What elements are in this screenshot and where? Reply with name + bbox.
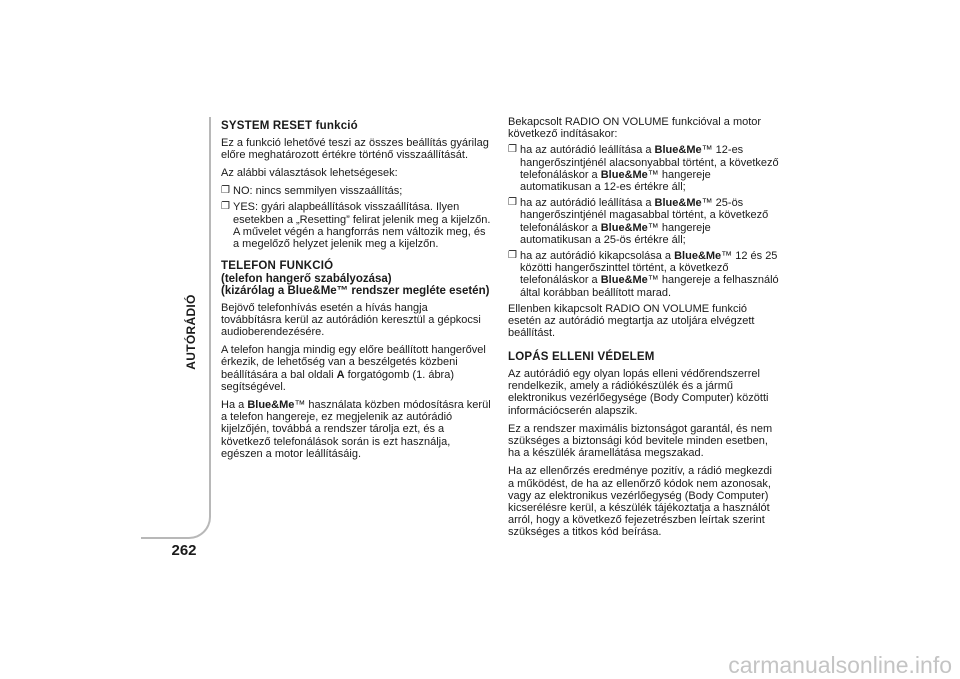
checkbox-bullet-icon: ❐: [221, 201, 230, 213]
list-item: [508, 197, 780, 246]
knob-label: A: [336, 368, 345, 381]
list-item: [508, 144, 780, 193]
list-item-text: ™ 25-ös hangerőszintjénél magasabbal történt, a következő telefonáláskor a: [520, 197, 769, 234]
telefon-subtitle-2: (kizárólag a Blue&Me™ rendszer megléte esetén): [221, 285, 490, 298]
list-item-text: ha az autórádió leállítása a: [520, 197, 652, 210]
checkbox-bullet-icon: ❐: [508, 197, 517, 209]
list-item-text: ha az autórádió kikapcsolása a: [520, 250, 672, 263]
telefon-paragraph-1: Bejövő telefonhívás esetén a hívás hangja továbbításra kerül az autórádión keresztül a gépkocsi audioberendezésére.: [221, 301, 481, 339]
page-number: 262: [171, 542, 197, 559]
telefon-heading: [221, 260, 491, 298]
list-item: [508, 250, 780, 299]
telefon-paragraph-2-text: A telefon hangja mindig egy előre beállított hangerővel érkezik, de lehetőség van a beszélgetés közbeni beállítására a bal oldali: [221, 344, 486, 381]
blue-me-brand: Blue&Me: [600, 168, 648, 181]
list-item-text: NO: nincs semmilyen visszaállítás;: [233, 185, 403, 198]
telefon-paragraph-3: [221, 399, 491, 460]
radio-on-volume-intro: Bekapcsolt RADIO ON VOLUME funkcióval a motor következő indításakor:: [508, 116, 762, 141]
telefon-title: TELEFON FUNKCIÓ: [221, 260, 334, 273]
blue-me-brand: Blue&Me: [674, 250, 722, 263]
left-column: [221, 116, 491, 466]
list-item-text: YES: gyári alapbeállítások visszaállítása. Ilyen esetekben a „Resetting” felirat jelenik meg a kijelzőn. A művelet végén a hangforrás nem változik meg, és a megelőző helyzet jelenik meg a kijelzőn.: [233, 201, 491, 250]
telefon-subtitle-1: (telefon hangerő szabályozása): [221, 272, 392, 285]
checkbox-bullet-icon: ❐: [508, 144, 517, 156]
list-item-text: ™ 12-es hangerőszintjénél alacsonyabbal történt, a következő telefonáláskor a: [520, 144, 779, 181]
lopas-heading: LOPÁS ELLENI VÉDELEM: [508, 351, 655, 364]
system-reset-paragraph-1: Ez a funkció lehetővé teszi az összes beállítás gyárilag előre meghatározott értékre történő visszaállítását.: [221, 136, 489, 161]
list-item-text: ™ hangereje a felhasználó által korábban beállított marad.: [520, 274, 779, 299]
blue-me-brand: Blue&Me: [247, 399, 295, 412]
telefon-paragraph-3-end: ™ használata közben módosításra kerül a telefon hangereje, ez megjelenik az autórádió kijelzőjén, továbbá a rendszer tárolja ezt, és a következő telefonálások során is ezt használja, egészen a motor leállításáig.: [221, 399, 491, 460]
page-margin-frame: [141, 117, 211, 539]
list-item-text: ha az autórádió leállítása a: [520, 144, 652, 157]
blue-me-brand: Blue&Me: [654, 197, 702, 210]
telefon-paragraph-3-start: Ha a: [221, 399, 245, 412]
section-label: AUTÓRÁDIÓ: [184, 294, 198, 370]
checkbox-bullet-icon: ❐: [221, 185, 230, 197]
system-reset-heading: SYSTEM RESET funkció: [221, 120, 358, 132]
list-item-text: ™ hangereje automatikusan a 12-es értékre áll;: [520, 168, 711, 194]
lopas-paragraph-3: Ha az ellenőrzés eredménye pozitív, a rádió megkezdi a működést, de ha az ellenőrző kódok nem azonosak, vagy az elektronikus vezérlőegység (Body Computer) kicserélésre kerül, a készülék tájékoztatja a használót arról, hogy a következő fejezetrészben leírtak szerint szükséges a titkos kód beírása.: [508, 465, 772, 539]
telefon-paragraph-2-end: forgatógomb (1. ábra) segítségével.: [221, 368, 454, 393]
blue-me-brand: Blue&Me: [600, 221, 648, 234]
watermark: carmanualsonline.info: [728, 652, 952, 678]
lopas-paragraph-1: Az autórádió egy olyan lopás elleni védőrendszerrel rendelkezik, amely a rádiókészülék és a jármű elektronikus vezérlőegysége (Body Computer) közötti információcserén alapszik.: [508, 367, 769, 417]
list-item-text: ™ 12 és 25 közötti hangerőszinttel történt, a következő telefonáláskor a: [520, 250, 778, 287]
right-column: [508, 116, 780, 545]
radio-on-volume-off-paragraph: Ellenben kikapcsolt RADIO ON VOLUME funkció esetén az autórádió megtartja az utoljára elvégzett beállítást.: [508, 302, 755, 340]
blue-me-brand: Blue&Me: [654, 144, 702, 157]
list-item: [221, 185, 491, 197]
list-item-text: ™ hangereje automatikusan a 25-ös értékre áll;: [520, 221, 711, 246]
lopas-paragraph-2: Ez a rendszer maximális biztonságot garantál, és nem szükséges a biztonsági kód bevitele minden esetben, ha a készülék áramellátása megszakad.: [508, 422, 773, 460]
blue-me-brand: Blue&Me: [600, 274, 648, 287]
system-reset-paragraph-2: Az alábbi választások lehetségesek:: [221, 166, 398, 179]
checkbox-bullet-icon: ❐: [508, 250, 517, 262]
telefon-paragraph-2: [221, 344, 491, 393]
list-item: [221, 201, 491, 250]
